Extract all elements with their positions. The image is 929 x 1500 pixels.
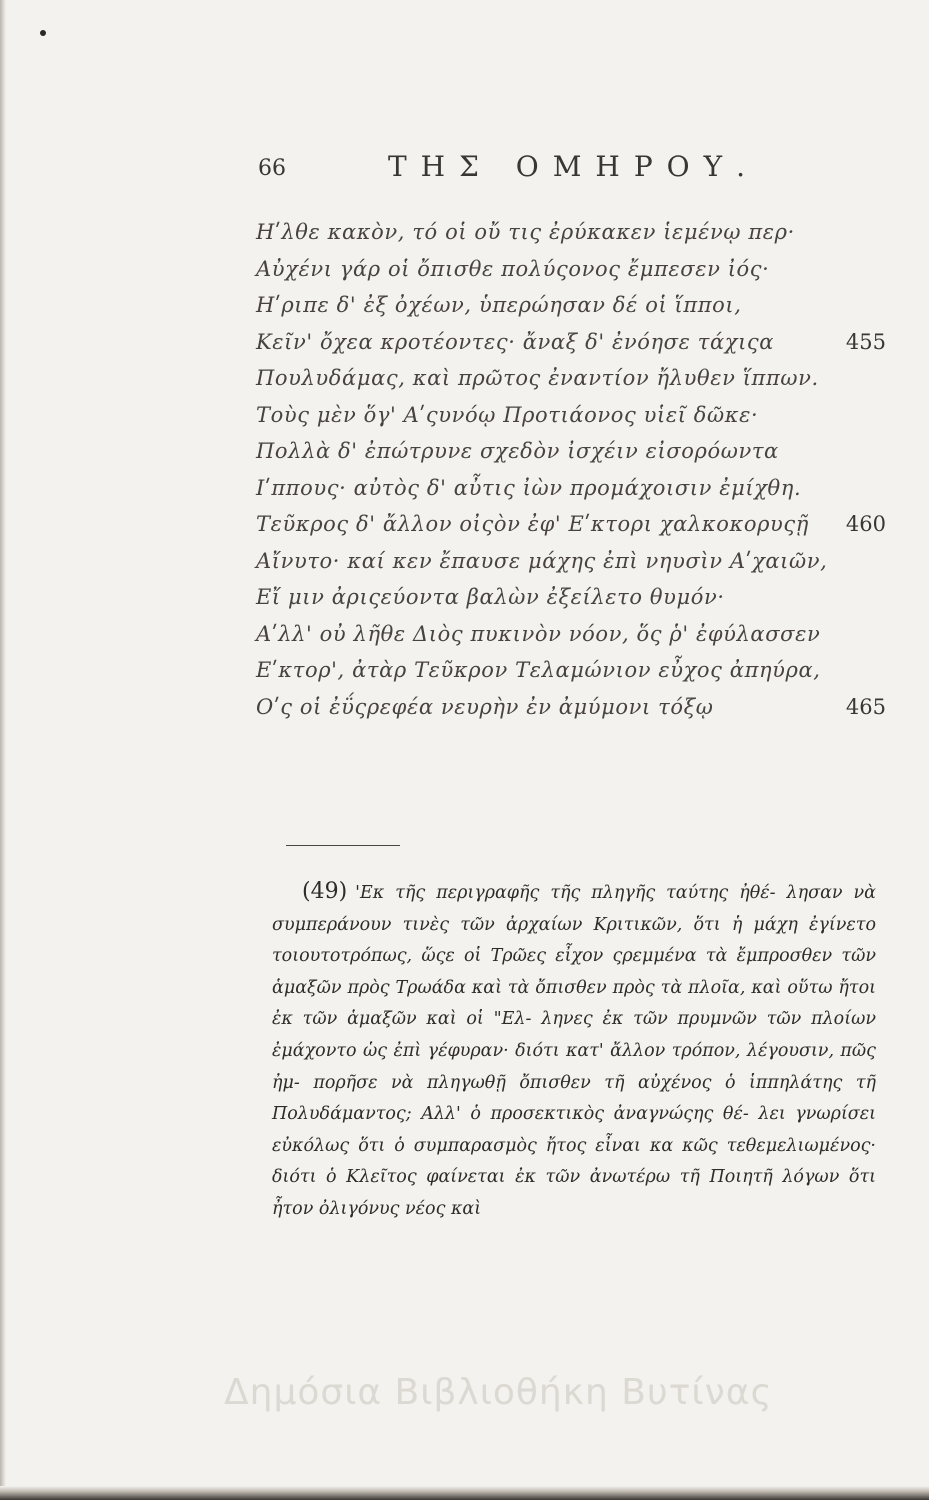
verse-text: Αʹλλ' οὐ λῆθε Διὸς πυκινὸν νόον, ὅς ῥ' ἐφύλασσεν <box>256 621 821 646</box>
verse-text: Εʹκτορ', ἀτὰρ Τεῦκρον Τελαμώνιον εὖχος ἀπηύρα, <box>256 658 821 682</box>
verse-line <box>256 689 886 726</box>
footnote-marker: (49) <box>302 879 348 904</box>
footnote-line: ἡ μάχη ἐγίνετο τοιουτοτρόπως, ὥςε οἱ Τρῶες εἶχον ςρεμμένα <box>272 914 876 967</box>
verse-text: Τοὺς μὲν ὅγ' Αʹςυνόῳ Προτιάονος υἱεῖ δῶκε· <box>256 402 759 427</box>
footnote-line: πορῆσε νὰ πληγωθῇ ὄπισθεν τῆ αὐχένος ὁ ἱππηλάτης <box>313 1072 843 1093</box>
footnote-rule <box>286 845 400 846</box>
footnote-line: πρὸς τὰ πλοῖα, καὶ οὕτω ἤτοι ἐκ τῶν ἁμαξῶν καὶ οἱ "Ελ- <box>272 977 876 1030</box>
verse-text: Αἴνυτο· καί κεν ἔπαυσε μάχης ἐπὶ νηυσὶν Αʹχαιῶν, <box>256 548 828 573</box>
verse-line <box>256 360 886 397</box>
verse-line <box>256 543 886 580</box>
footnote-line: τὰ ἔμπροσθεν τῶν ἁμαξῶν πρὸς Τρωάδα καὶ τὰ ὄπισθεν <box>272 946 876 998</box>
verse-block <box>256 214 886 725</box>
footnote-line: ἀνωτέρω τῆ Ποιητῆ λόγων ὅτι ἦτον ὀλιγόνυς νέος καὶ <box>272 1167 876 1219</box>
page-header <box>258 150 878 190</box>
verse-text: Οʹς οἱ ἐΰςρεφέα νευρὴν ἐν ἀμύμονι τόξῳ <box>256 694 714 719</box>
verse-line <box>256 506 886 543</box>
verse-line <box>256 324 886 361</box>
verse-text: Πουλυδάμας, καὶ πρῶτος ἐναντίον ἤλυθεν ἵππων. <box>256 366 819 390</box>
verse-line <box>256 616 886 653</box>
footnote-line: γέφυραν· διότι κατ' ἄλλον τρόπον, λέγουσιν, πῶς ἠμ- <box>272 1040 876 1093</box>
verse-text: Τεῦκρος δ' ἄλλον οἰςὸν ἐφ' Εʹκτορι χαλκοκορυςῇ <box>256 512 809 536</box>
footnote-line: λησαν νὰ συμπεράνουν τινὲς τῶν ἀρχαίων Κριτικῶν, ὅτι <box>272 883 876 935</box>
verse-line-number: 455 <box>845 329 886 354</box>
verse-text: Εἴ μιν ἀριςεύοντα βαλὼν ἐξείλετο θυμόν· <box>256 585 725 609</box>
footnote-line: ληνες ἐκ τῶν πρυμνῶν τῶν πλοίων ἐμάχοντο ὡς ἐπὶ <box>272 1009 876 1061</box>
footnote-line: τῆ Πολυδάμαντος; Αλλ' ὁ προσεκτικὸς ἀναγνώςης θέ- <box>272 1072 876 1125</box>
verse-line-number: 465 <box>845 694 886 719</box>
verse-line <box>256 251 886 288</box>
page-edge-shadow <box>0 0 6 1500</box>
running-title: ΤΗΣ ΟΜΗΡΟΥ. <box>388 150 760 183</box>
verse-line-number: 460 <box>845 512 886 536</box>
page-edge-bottom <box>0 1486 929 1500</box>
footnote-line: 'Εκ τῆς περιγραφῆς τῆς πληγῆς ταύτης ἠθέ- <box>355 883 776 903</box>
verse-line <box>256 214 886 251</box>
ink-speck <box>40 30 46 36</box>
verse-line <box>256 652 886 689</box>
verse-line <box>256 579 886 616</box>
verse-line <box>256 470 886 507</box>
verse-text: Κεῖν' ὄχεα κροτέοντες· ἄναξ δ' ἐνόησε τάχιςα <box>256 329 775 354</box>
verse-text: Ηʹριπε δ' ἐξ ὀχέων, ὑπερώησαν δέ οἱ ἵπποι, <box>256 293 742 317</box>
footnote-line: κῶς τεθεμελιωμένος· διότι ὁ Κλεῖτος φαίνεται ἐκ τῶν <box>272 1135 876 1188</box>
library-watermark: Δημόσια Βιβλιοθήκη Βυτίνας <box>224 1372 773 1413</box>
verse-text: Αὐχένι γάρ οἱ ὄπισθε πολύςονος ἔμπεσεν ἰός· <box>256 256 770 281</box>
verse-line <box>256 397 886 434</box>
verse-line <box>256 287 886 324</box>
page-number: 66 <box>258 156 286 181</box>
footnote-text <box>272 883 876 1219</box>
footnote-line: λει γνωρίσει εὐκόλως ὅτι ὁ συμπαρασμὸς ἤτος εἶναι κα <box>272 1104 876 1156</box>
footnote <box>272 876 876 1226</box>
verse-text: Ιʹππους· αὐτὸς δ' αὖτις ἰὼν προμάχοισιν ἐμίχθη. <box>256 475 802 500</box>
verse-line <box>256 433 886 470</box>
verse-text: Ηʹλθε κακὸν, τό οἱ οὔ τις ἐρύκακεν ἱεμένῳ περ· <box>256 220 795 244</box>
verse-text: Πολλὰ δ' ἐπώτρυνε σχεδὸν ἰσχέιν εἰσορόωντα <box>256 439 779 463</box>
